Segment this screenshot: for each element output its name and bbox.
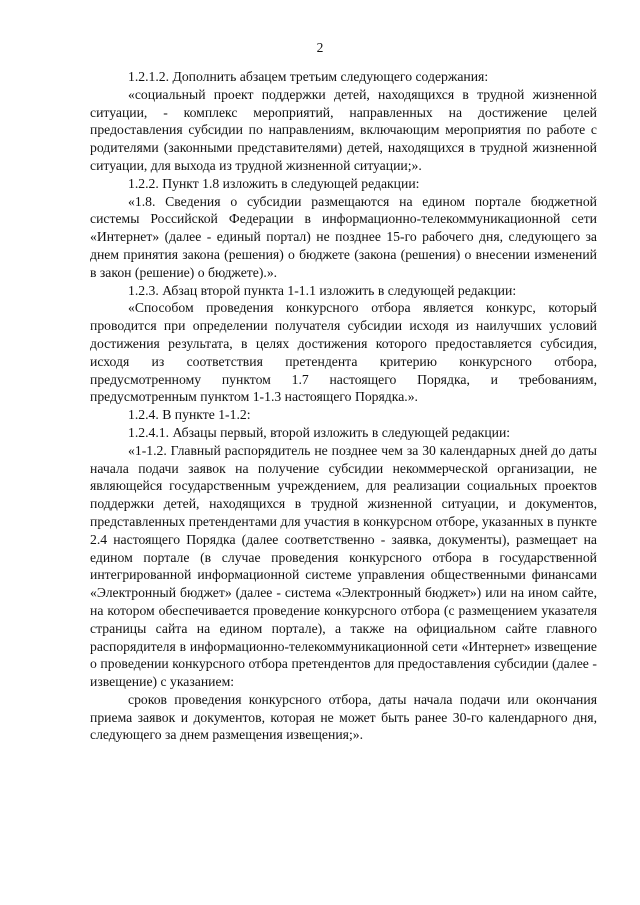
document-body [90,68,597,744]
paragraph: 1.2.2. Пункт 1.8 изложить в следующей редакции: [128,175,420,191]
paragraph: «Способом проведения конкурсного отбора является конкурс, который проводится при определении получателя субсидии исходя из наилучших условий достижения результата, в целях достижения которого предоставляется субсидия, исходя из соответствия претендента критерию конкурсного отбора, предусмотренному пунктом 1.7 настоящего Порядка, и требованиям, предусмотренным пунктом 1-1.3 настоящего Порядка.». [90,300,597,405]
paragraph: «социальный проект поддержки детей, находящихся в трудной жизненной ситуации, - комплекс мероприятий, направленных на достижение целей предоставления субсидии по направлениям, включающим мероприятия по работе с родителями (законными представителями) детей, находящихся в трудной жизненной ситуации, для выхода из трудной жизненной ситуации;». [90,86,597,173]
paragraph: 1.2.3. Абзац второй пункта 1-1.1 изложить в следующей редакции: [128,282,517,298]
paragraph: «1-1.2. Главный распорядитель не позднее чем за 30 календарных дней до даты начала подачи заявок на получение субсидии некоммерческой организации, не являющейся государственным учреждением, для реализации социальных проектов поддержки детей, находящихся в трудной жизненной ситуации, и документов, представленных претендентами для участия в конкурсном отборе, указанных в пункте 2.4 настоящего Порядка (далее соответственно - заявка, документы), размещает на едином портале (в случае проведения конкурсного отбора в государственной интегрированной информационной системе управления общественными финансами «Электронный бюджет» (далее - система «Электронный бюджет») или на ином сайте, на котором обеспечивается проведение конкурсного отбора (с размещением указателя страницы сайта на едином портале), а также на официальном сайте главного распорядителя в информационно-телекоммуникационной сети «Интернет» извещение о проведении конкурсного отбора претендентов для предоставления субсидии (далее - извещение) с указанием: [90,442,597,690]
page-number: 2 [316,40,324,55]
paragraph: 1.2.4.1. Абзацы первый, второй изложить в следующей редакции: [128,424,511,440]
paragraph: 1.2.1.2. Дополнить абзацем третьим следующего содержания: [128,69,489,84]
paragraph: сроков проведения конкурсного отбора, даты начала подачи или окончания приема заявок и документов, которая не может быть ранее 30-го календарного дня, следующего за днем размещения извещения;». [90,691,597,743]
paragraph: 1.2.4. В пункте 1-1.2: [128,407,251,423]
paragraph: «1.8. Сведения о субсидии размещаются на едином портале бюджетной системы Российской Федерации в информационно-телекоммуникационной сети «Интернет» (далее - единый портал) не позднее 15-го рабочего дня, следующего за днем принятия закона (решения) о бюджете (закона (решения) о внесении изменений в закон (решение) о бюджете).». [90,193,597,280]
